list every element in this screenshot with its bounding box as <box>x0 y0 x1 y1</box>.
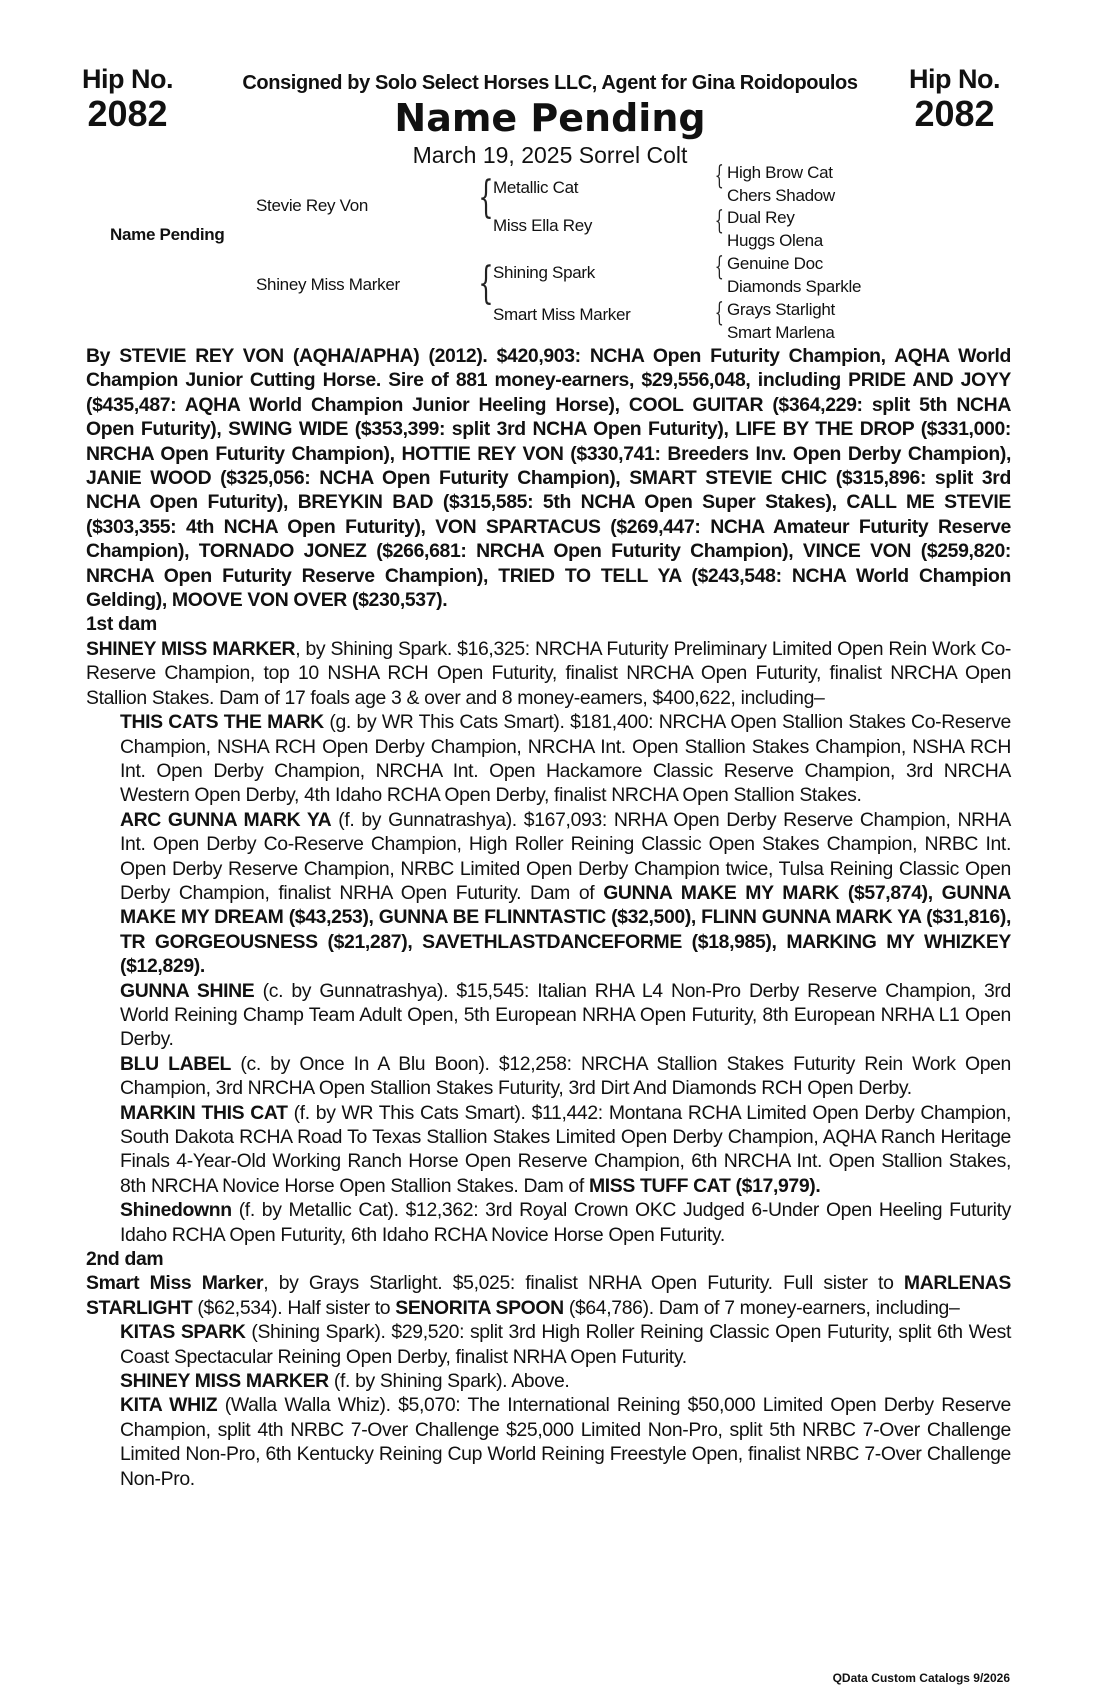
second-dam-text: , by Grays Starlight. $5,025: finalist NRHA Open Futurity. Full sister to <box>263 1272 904 1295</box>
offspring-text: (g. by WR This Cats Smart). $181,400: NRCHA Open Stallion Stakes Co-Reserve Champion, NSHA RCH Open Derby Champion, NRCHA Int. Open Stallion Stakes Champion, NSHA RCH Int. Open Derby Champion, NRCHA Int. Open Hackamore Classic Reserve Champion, 3rd NRCHA Western Open Derby, 4th Idaho RCHA Open Derby, finalist NRCHA Open Stallion Stakes. <box>120 711 1011 807</box>
offspring-name: Shinedownn <box>120 1199 232 1222</box>
sibling-text: ($62,534). Half sister to <box>192 1296 396 1319</box>
second-dam-name: Smart Miss Marker <box>86 1272 264 1295</box>
first-dam-offspring <box>120 710 1011 1247</box>
list-item <box>120 979 1011 1052</box>
pedigree-g3: Dual Rey <box>727 208 795 227</box>
birth-info: March 19, 2025 Sorrel Colt <box>412 142 688 168</box>
list-item <box>120 1198 1011 1247</box>
sibling-name: SENORITA SPOON <box>395 1296 564 1319</box>
brace-icon: { <box>714 298 724 328</box>
pedigree-sire-dam: Miss Ella Rey <box>493 216 593 235</box>
offspring-name: GUNNA SHINE <box>120 979 255 1002</box>
pedigree-g1: High Brow Cat <box>727 163 833 182</box>
first-dam-header: 1st dam <box>86 613 157 636</box>
offspring-text: (f. by Gunnatrashya). $167,093: NRHA Open Derby Reserve Champion, NRHA Int. Open Derby Co-Reserve Champion, High Roller Reining Classic Open Stakes Champion, NRBC Int. Open Derby Reserve Champion, NRBC Limited Open Derby Champion twice, Tulsa Reining Classic Open Derby Champion, finalist NRHA Open Futurity. Dam of <box>120 808 1011 904</box>
brace-icon: { <box>714 252 724 282</box>
consignor-line: Consigned by Solo Select Horses LLC, Agent for Gina Roidopoulos <box>242 72 858 94</box>
list-item <box>120 1320 1011 1369</box>
catalog-body <box>86 344 1011 1491</box>
offspring-name: THIS CATS THE MARK <box>120 711 324 734</box>
brace-icon: { <box>714 161 724 191</box>
offspring-name: MARKIN THIS CAT <box>120 1101 288 1124</box>
sibling-text: ($64,786). Dam of 7 money-earners, including– <box>563 1296 960 1319</box>
footer-credit: QData Custom Catalogs 9/2026 <box>832 1671 1010 1685</box>
pedigree-dam: Shiney Miss Marker <box>256 275 400 294</box>
offspring-text: (Shining Spark). $29,520: split 3rd High Roller Reining Classic Open Futurity, split 6th West Coast Spectacular Reining Open Derby, finalist NRHA Open Futurity. <box>120 1321 1011 1368</box>
offspring-text: (Walla Walla Whiz). $5,070: The International Reining $50,000 Limited Open Derby Reserve Champion, split 4th NRBC 7-Over Challenge $25,000 Limited Non-Pro, split 5th NRBC 7-Over Challenge Limited Non-Pro, 6th Kentucky Reining Cup World Reining Freestyle Open, finalist NRBC 7-Over Challenge Non-Pro. <box>120 1394 1011 1490</box>
pedigree-g6: Diamonds Sparkle <box>727 277 862 296</box>
brace-icon: { <box>714 206 724 236</box>
list-item <box>120 808 1011 979</box>
second-dam-header: 2nd dam <box>86 1248 164 1271</box>
sire-paragraph: By STEVIE REY VON (AQHA/APHA) (2012). $420,903: NCHA Open Futurity Champion, AQHA World Champion Junior Cutting Horse. Sire of 881 money-earners, $29,556,048, including PRIDE AND JOYY ($435,487: AQHA World Champion Junior Heeling Horse), COOL GUITAR ($364,229: split 5th NCHA Open Futurity), SWING WIDE ($353,399: split 3rd NCHA Open Futurity), LIFE BY THE DROP ($331,000: NRCHA Open Futurity Champion), HOTTIE REY VON ($330,741: Breeders Inv. Open Derby Champion), JANIE WOOD ($325,056: NCHA Open Futurity Champion), SMART STEVIE CHIC ($315,896: split 3rd NCHA Open Futurity), BREYKIN BAD ($315,585: 5th NCHA Open Super Stakes), CALL ME STEVIE ($303,355: 4th NCHA Open Futurity), VON SPARTACUS ($269,447: NCHA Amateur Futurity Reserve Champion), TORNADO JONEZ ($266,681: NRCHA Open Futurity Champion), VINCE VON ($259,820: NRCHA Open Futurity Reserve Champion), TRIED TO TELL YA ($243,548: NCHA World Champion Gelding), MOOVE VON OVER ($230,537). <box>86 345 1011 612</box>
pedigree-subject: Name Pending <box>110 225 225 244</box>
pedigree-g5: Genuine Doc <box>727 254 823 273</box>
pedigree-sire: Stevie Rey Von <box>256 196 369 215</box>
offspring-text: (c. by Once In A Blu Boon). $12,258: NRCHA Stallion Stakes Futurity Rein Work Open Champion, 3rd NRCHA Open Stallion Stakes Futurity, 3rd Dirt And Diamonds RCH Open Derby. <box>120 1052 1011 1100</box>
pedigree-dam-sire: Shining Spark <box>493 263 595 282</box>
offspring-text: (f. by Metallic Cat). $12,362: 3rd Royal Crown OKC Judged 6-Under Open Heeling Futurity Idaho RCHA Open Futurity, 6th Idaho RCHA Novice Horse Open Futurity. <box>120 1199 1011 1246</box>
offspring-produce: MISS TUFF CAT ($17,979). <box>588 1174 821 1197</box>
horse-name: Name Pending <box>394 96 706 140</box>
first-dam-paragraph <box>86 637 1011 710</box>
pedigree-g8: Smart Marlena <box>727 323 835 342</box>
first-dam-name: SHINEY MISS MARKER <box>86 637 296 660</box>
offspring-name: SHINEY MISS MARKER <box>120 1370 329 1393</box>
pedigree-g4: Huggs Olena <box>727 231 823 250</box>
second-dam-offspring <box>120 1320 1011 1491</box>
list-item <box>120 1393 1011 1491</box>
second-dam-paragraph <box>86 1271 1011 1320</box>
pedigree-g7: Grays Starlight <box>727 300 835 319</box>
hip-value: 2082 <box>914 93 995 134</box>
offspring-name: BLU LABEL <box>120 1052 232 1075</box>
offspring-produce: GUNNA MAKE MY MARK ($57,874), GUNNA MAKE MY DREAM ($43,253), GUNNA BE FLINNTASTIC ($32,500), FLINN GUNNA MARK YA ($31,816), TR GORGEOUSNESS ($21,287), SAVETHLASTDANCEFORME ($18,985), MARKING MY WHIZKEY ($12,829). <box>120 881 1012 978</box>
pedigree-g2: Chers Shadow <box>727 186 835 205</box>
list-item <box>120 1052 1011 1101</box>
offspring-text: (f. by WR This Cats Smart). $11,442: Montana RCHA Limited Open Derby Champion, South Dakota RCHA Road To Texas Stallion Stakes Limited Open Derby Champion, AQHA Ranch Heritage Finals 4-Year-Old Working Ranch Horse Open Reserve Champion, 6th NRCHA Int. Open Stallion Stakes, 8th NRCHA Novice Horse Open Stallion Stakes. Dam of <box>120 1101 1011 1197</box>
offspring-name: KITA WHIZ <box>120 1394 218 1417</box>
hip-label: Hip No. <box>82 64 173 94</box>
brace-icon: { <box>478 172 494 223</box>
list-item <box>120 1369 1011 1393</box>
brace-icon: { <box>478 258 494 309</box>
offspring-name: ARC GUNNA MARK YA <box>120 808 332 831</box>
sibling-name: MARLENAS STARLIGHT <box>86 1272 1011 1319</box>
pedigree-dam-dam: Smart Miss Marker <box>493 305 631 324</box>
list-item <box>120 710 1011 808</box>
pedigree-sire-sire: Metallic Cat <box>493 178 579 197</box>
offspring-text: (f. by Shining Spark). Above. <box>328 1370 570 1393</box>
hip-value: 2082 <box>87 93 168 134</box>
list-item <box>120 1101 1011 1199</box>
first-dam-text: , by Shining Spark. $16,325: NRCHA Futurity Preliminary Limited Open Rein Work Co-Reserve Champion, top 10 NSHA RCH Open Futurity, finalist NRCHA Open Futurity, finalist NRCHA Open Stallion Stakes. Dam of 17 foals age 3 & over and 8 money-eamers, $400,622, including– <box>86 637 1011 709</box>
hip-label: Hip No. <box>909 64 1000 94</box>
offspring-name: KITAS SPARK <box>120 1321 246 1344</box>
offspring-text: (c. by Gunnatrashya). $15,545: Italian RHA L4 Non-Pro Derby Reserve Champion, 3rd World Reining Champ Team Adult Open, 5th European NRHA Open Futurity, 8th European NRHA L1 Open Derby. <box>120 979 1011 1051</box>
